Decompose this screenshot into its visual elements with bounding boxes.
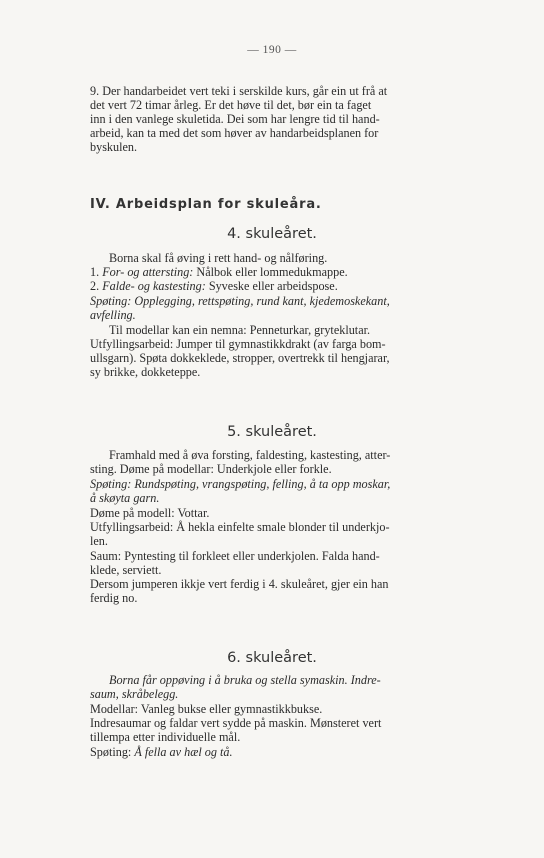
text-line: Framhald med å øva forsting, faldesting, kastesting, atter- — [109, 448, 391, 462]
year6-heading: 6. skuleåret. — [227, 650, 317, 666]
year4-heading: 4. skuleåret. — [227, 226, 317, 242]
text-line: Indresaumar og faldar vert sydde på maskin. Mønsteret vert — [90, 716, 382, 730]
text-line: sting. Døme på modellar: Underkjole eller forkle. — [90, 462, 332, 476]
text-line: Borna får oppøving i å bruka og stella symaskin. Indre- — [109, 673, 381, 687]
text-line: 9. Der handarbeidet vert teki i serskilde kurs, går ein ut frå at — [90, 84, 388, 98]
year5-body — [90, 448, 498, 618]
text-line: len. — [90, 534, 108, 548]
text-line: sy brikke, dokketeppe. — [90, 365, 201, 379]
text-line: Døme på modell: Vottar. — [90, 506, 210, 520]
text-line: klede, serviett. — [90, 563, 162, 577]
year6-body — [90, 673, 498, 773]
text-line: Modellar: Vanleg bukse eller gymnastikkbukse. — [90, 702, 323, 716]
text-line: Dersom jumperen ikkje vert ferdig i 4. skuleåret, gjer ein han — [90, 577, 389, 591]
text-line: 1. For- og attersting: Nålbok eller lommedukmappe. — [90, 265, 348, 279]
text-line: Spøting: Opplegging, rettspøting, rund kant, kjedemoskekant, — [90, 294, 390, 308]
page-number: — 190 — — [247, 44, 297, 56]
text-line: Spøting: Å fella av hæl og tå. — [90, 745, 233, 759]
text-line: å skøyta garn. — [90, 491, 160, 505]
section-heading: IV. Arbeidsplan for skuleåra. — [90, 197, 322, 212]
text-line: ferdig no. — [90, 591, 138, 605]
text-line: Borna skal få øving i rett hand- og nålføring. — [109, 251, 328, 265]
paragraph-9 — [90, 84, 498, 164]
text-line: Til modellar kan ein nemna: Penneturkar, gryteklutar. — [109, 323, 371, 337]
text-line: tillempa etter individuelle mål. — [90, 730, 241, 744]
text-line: Saum: Pyntesting til forkleet eller underkjolen. Falda hand- — [90, 549, 380, 563]
year4-body — [90, 251, 498, 391]
text-line: inn i den vanlege skuletida. Dei som har lengre tid til hand- — [90, 112, 380, 126]
text-line: byskulen. — [90, 140, 138, 154]
text-line: Spøting: Rundspøting, vrangspøting, felling, å ta opp moskar, — [90, 477, 391, 491]
text-line: arbeid, kan ta med det som høver av handarbeidsplanen for — [90, 126, 379, 140]
text-line: det vert 72 timar årleg. Er det høve til det, bør ein ta faget — [90, 98, 372, 112]
text-line: saum, skråbelegg. — [90, 687, 179, 701]
text-line: ullsgarn). Spøta dokkeklede, stropper, overtrekk til hengjarar, — [90, 351, 390, 365]
text-line: Utfyllingsarbeid: Å hekla einfelte smale blonder til underkjo- — [90, 520, 390, 534]
text-line: avfelling. — [90, 308, 136, 322]
year5-heading: 5. skuleåret. — [227, 424, 317, 440]
text-line: Utfyllingsarbeid: Jumper til gymnastikkdrakt (av farga bom- — [90, 337, 386, 351]
text-line: 2. Falde- og kastesting: Syveske eller arbeidspose. — [90, 279, 338, 293]
